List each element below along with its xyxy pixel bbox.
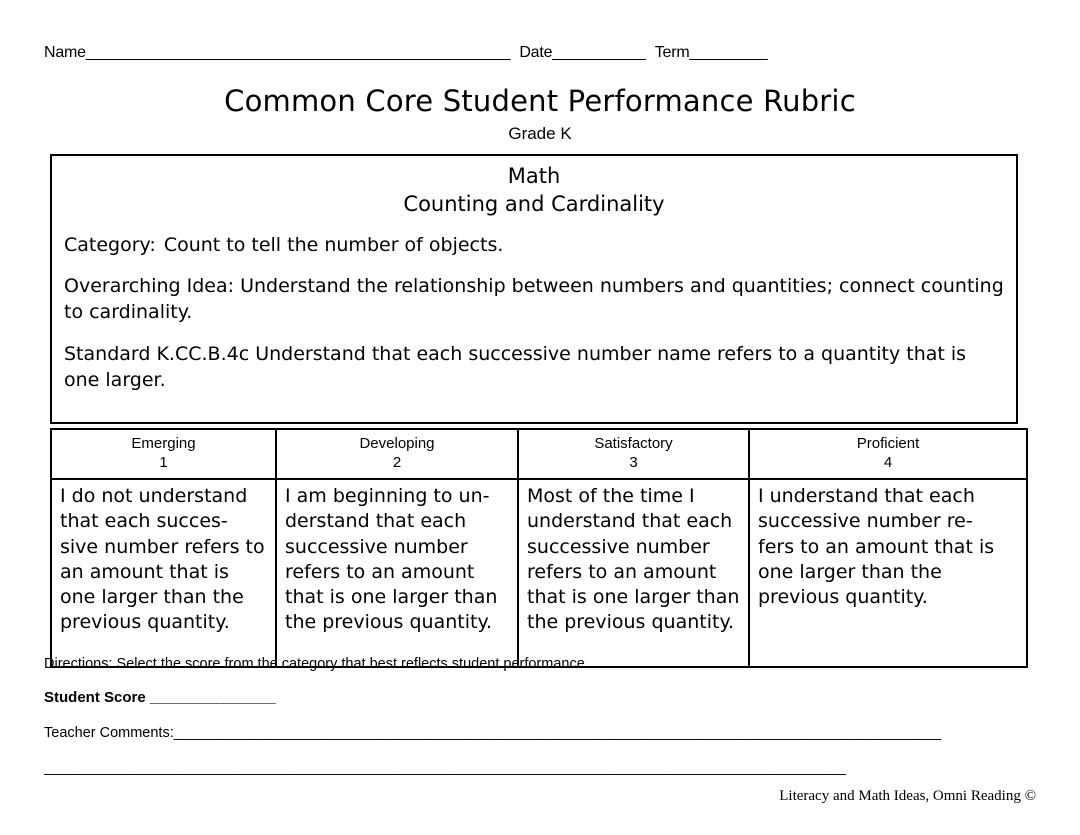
rubric-cell-emerging[interactable]: I do not understand that each succes- sive number refers to an amount that is one larger than the previous quantity. (51, 479, 276, 667)
rubric-col-label: Proficient (856, 435, 920, 452)
student-info-line (44, 44, 1036, 68)
rubric-table (50, 428, 1028, 668)
rubric-col-level: 3 (629, 454, 638, 472)
standard-text: Standard K.CC.B.4c Understand that each successive number name refers to a quantity that is one larger. (64, 343, 967, 392)
teacher-comments-blank[interactable]: ______________________________________________________________________________________________________________ (173, 725, 940, 741)
teacher-comments-field (44, 725, 1044, 741)
student-score-field (44, 689, 275, 706)
rubric-cell-developing[interactable]: I am beginning to un- derstand that each successive number refers to an amount that is one larger than the previous quantity. (276, 479, 518, 667)
standard-info-body (52, 232, 1016, 393)
student-score-blank[interactable]: _________________ (149, 689, 275, 706)
category-label: Category: (64, 234, 156, 257)
term-label: Term (654, 44, 690, 61)
term-blank[interactable]: __________ (689, 44, 767, 61)
rubric-col-header-developing (276, 429, 518, 479)
rubric-col-label: Emerging (131, 435, 196, 452)
subject-heading: Math (507, 164, 561, 188)
rubric-col-level: 2 (392, 454, 402, 472)
rubric-col-header-emerging (51, 429, 276, 479)
date-blank[interactable]: ____________ (552, 44, 645, 61)
name-label: Name (44, 44, 86, 61)
directions-text: Directions: Select the score from the category that best reflects student performance. (44, 656, 589, 672)
student-score-label: Student Score (44, 689, 146, 706)
date-label: Date (519, 44, 553, 61)
copyright-notice: Literacy and Math Ideas, Omni Reading © (779, 788, 1036, 804)
teacher-comments-blank-second-line[interactable]: ___________________________________________________________________________________________________________________ (44, 760, 845, 776)
rubric-header-row (51, 429, 1027, 479)
teacher-comments-label: Teacher Comments: (44, 725, 174, 741)
category-text: Count to tell the number of objects. (163, 234, 504, 257)
rubric-col-header-proficient (749, 429, 1027, 479)
rubric-col-header-satisfactory (518, 429, 749, 479)
rubric-col-label: Developing (359, 435, 435, 452)
rubric-col-label: Satisfactory (594, 435, 673, 452)
name-blank[interactable]: _______________________________________________________ (85, 44, 510, 61)
rubric-descriptor-row (51, 479, 1027, 667)
rubric-col-level: 4 (883, 454, 893, 472)
strand-heading: Counting and Cardinality (403, 191, 665, 216)
rubric-col-level: 1 (159, 454, 168, 472)
rubric-cell-proficient[interactable]: I understand that each successive number re- fers to an amount that is one larger than the previous quantity. (749, 479, 1027, 667)
standard-info-box (50, 154, 1018, 424)
overarching-idea: Overarching Idea: Understand the relationship between numbers and quantities; connect counting to cardinality. (64, 274, 1004, 323)
category-line (64, 232, 1004, 258)
grade-subtitle: Grade K (508, 124, 572, 143)
page-title: Common Core Student Performance Rubric (224, 84, 856, 118)
rubric-cell-satisfactory[interactable]: Most of the time I understand that each successive number refers to an amount that is one larger than the previous quantity. (518, 479, 749, 667)
